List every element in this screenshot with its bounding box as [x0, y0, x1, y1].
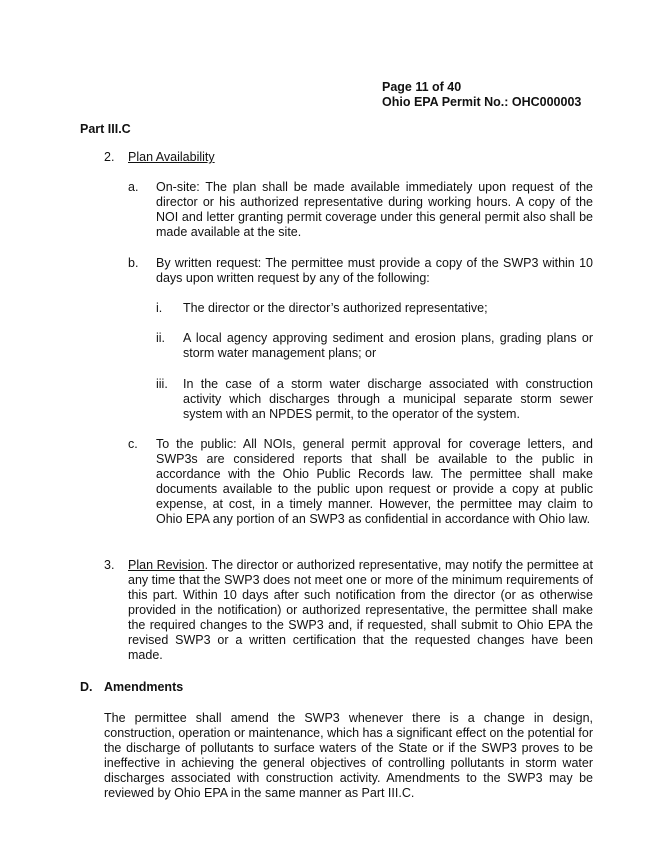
section-d-letter: D.: [80, 680, 93, 694]
permit-number: Ohio EPA Permit No.: OHC000003: [382, 95, 582, 109]
item-3-number: 3.: [104, 558, 115, 572]
section-d-heading: Amendments: [104, 680, 184, 694]
item-2-heading: Plan Availability: [128, 150, 215, 164]
item-2c-letter: c.: [128, 437, 138, 451]
item-2b-i-text: The director or the director’s authorized representative;: [183, 301, 488, 315]
item-2a-letter: a.: [128, 180, 139, 194]
item-3-text: . The director or authorized representative, may notify the permittee at any time that the SWP3 does not meet one or more of the minimum requirements of this part. Within 10 days after such notification from the director (or as otherwise provided in the notification) or authorized representative, the permittee shall make the required changes to the SWP3 and, if requested, shall submit to Ohio EPA the revised SWP3 or a written certification that the requested changes have been made.: [128, 558, 593, 662]
item-2b-ii-text: A local agency approving sediment and erosion plans, grading plans or storm water management plans; or: [183, 331, 593, 360]
item-3-paragraph: [128, 558, 593, 663]
section-d-text: The permittee shall amend the SWP3 whenever there is a change in design, construction, operation or maintenance, which has a significant effect on the potential for the discharge of pollutants to surface waters of the State or if the SWP3 proves to be ineffective in achieving the general objectives of controlling pollutants in storm water discharges associated with construction activity. Amendments to the SWP3 may be reviewed by Ohio EPA in the same manner as Part III.C.: [104, 711, 593, 800]
item-2b-letter: b.: [128, 256, 139, 270]
item-2b-iii-numeral: iii.: [156, 377, 168, 391]
item-2b-i-numeral: i.: [156, 301, 163, 315]
item-2b-ii-numeral: ii.: [156, 331, 166, 345]
item-2b-text: By written request: The permittee must provide a copy of the SWP3 within 10 days upon written request by any of the following:: [156, 256, 593, 285]
item-2c-text: To the public: All NOIs, general permit approval for coverage letters, and SWP3s are considered reports that shall be available to the public in accordance with the Ohio Public Records law. The permittee shall make documents available to the public upon request or provide a copy at public expense, at cost, in a timely manner. However, the permittee may claim to Ohio EPA any portion of an SWP3 as confidential in accordance with Ohio law.: [156, 437, 593, 526]
item-2-number: 2.: [104, 150, 115, 164]
item-3-heading: Plan Revision: [128, 558, 205, 572]
item-2b-iii-text: In the case of a storm water discharge associated with construction activity which discharges through a municipal separate storm sewer system with an NPDES permit, to the operator of the system.: [183, 377, 593, 421]
page-number: Page 11 of 40: [382, 80, 462, 94]
item-2a-text: On-site: The plan shall be made available immediately upon request of the director or his authorized representative during working hours. A copy of the NOI and letter granting permit coverage under this general permit also shall be made available at the site.: [156, 180, 593, 239]
part-label: Part III.C: [80, 122, 131, 136]
